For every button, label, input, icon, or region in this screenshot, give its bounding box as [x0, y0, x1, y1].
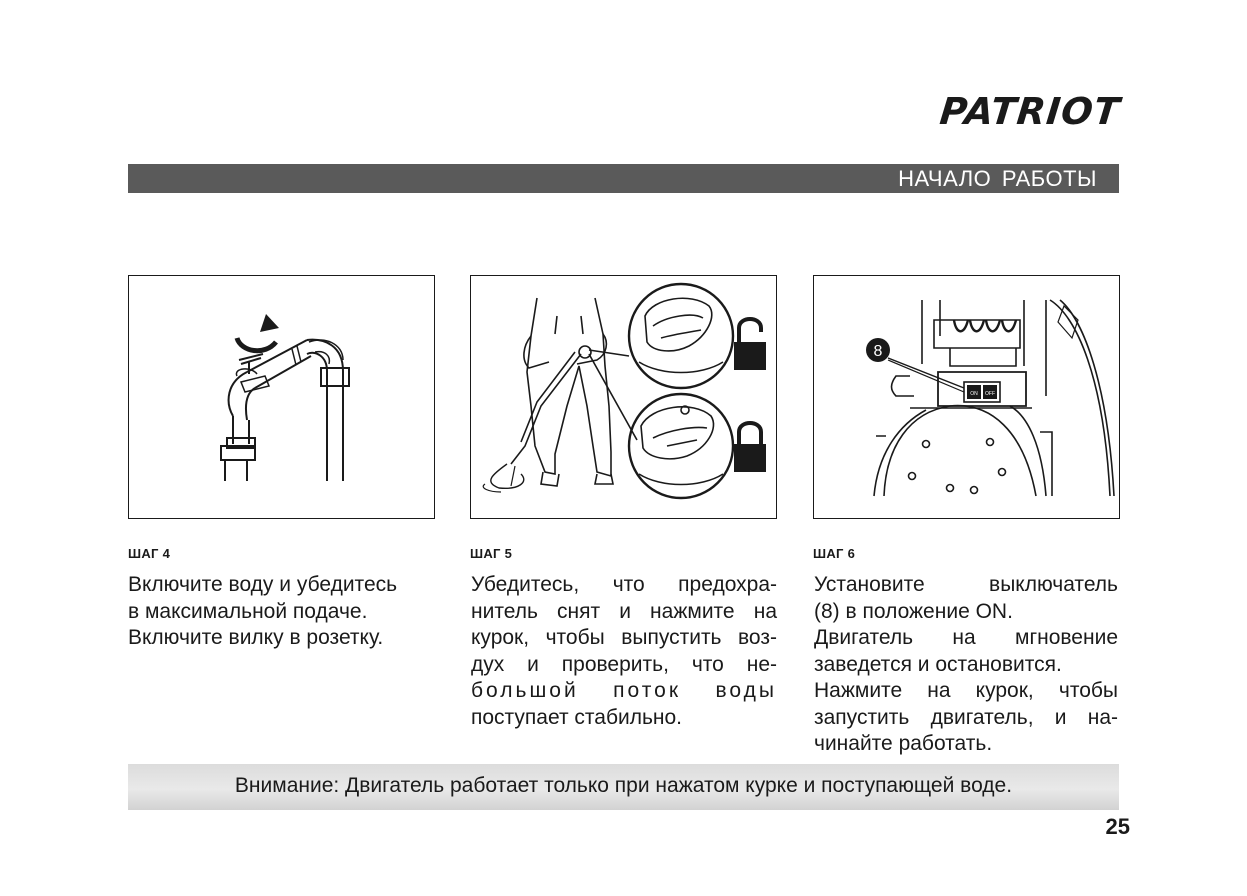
text-line: запустить двигатель, и на- [814, 705, 1118, 729]
faucet-illustration [129, 276, 434, 518]
text-line: дух и проверить, что не- [471, 652, 777, 676]
unlocked-padlock-icon [734, 319, 766, 370]
text-line: большой поток воды [471, 679, 777, 702]
text-line: Убедитесь, что предохра- [471, 573, 777, 596]
step-4-text [128, 572, 438, 652]
text-line: Установите выключатель [814, 573, 1118, 596]
section-title: НАЧАЛО РАБОТЫ [898, 166, 1097, 191]
svg-text:OFF: OFF [985, 391, 995, 397]
rotate-arrow-icon [237, 338, 276, 351]
text-line: в максимальной подаче. [128, 599, 368, 623]
text-line: Нажмите на курок, чтобы [814, 679, 1118, 702]
step-6-label: ШАГ 6 [813, 546, 856, 561]
svg-text:ON: ON [970, 391, 978, 397]
callout-8 [866, 338, 890, 362]
text-line: Включите вилку в розетку. [128, 626, 384, 649]
brand-logo: PATRIOT [937, 90, 1123, 133]
text-line: поступает стабильно. [471, 705, 683, 729]
rotate-arrow-head-icon [260, 314, 279, 332]
step-4-label: ШАГ 4 [128, 546, 171, 561]
step-4-illustration [128, 275, 435, 519]
power-switch-illustration [814, 276, 1119, 518]
step-5-text [471, 572, 777, 731]
text-line: заведется и остановится. [814, 652, 1062, 676]
page-number: 25 [1105, 814, 1130, 839]
power-wheel [884, 406, 1036, 496]
step-6-text [814, 572, 1118, 758]
text-line: чинайте работать. [814, 732, 993, 755]
callout-number: 8 [873, 343, 883, 360]
section-header-bar [128, 164, 1119, 193]
on-off-switch [964, 382, 1000, 402]
step-5-label: ШАГ 5 [470, 546, 513, 561]
operator-figure [527, 298, 611, 476]
warning-notice [128, 764, 1119, 810]
warning-text: Внимание: Двигатель работает только при нажатом курке и поступающей воде. [234, 774, 1013, 797]
step-6-illustration [813, 275, 1120, 519]
operator-spraying-illustration [471, 276, 776, 518]
text-line: курок, чтобы выпустить воз- [471, 626, 777, 649]
locked-padlock-icon [734, 423, 766, 472]
text-line: Включите воду и убедитесь [128, 573, 398, 596]
text-line: нитель снят и нажмите на [471, 599, 777, 623]
text-line: (8) в положение ON. [814, 599, 1013, 623]
step-5-illustration [470, 275, 777, 519]
text-line: Двигатель на мгновение [814, 626, 1118, 649]
